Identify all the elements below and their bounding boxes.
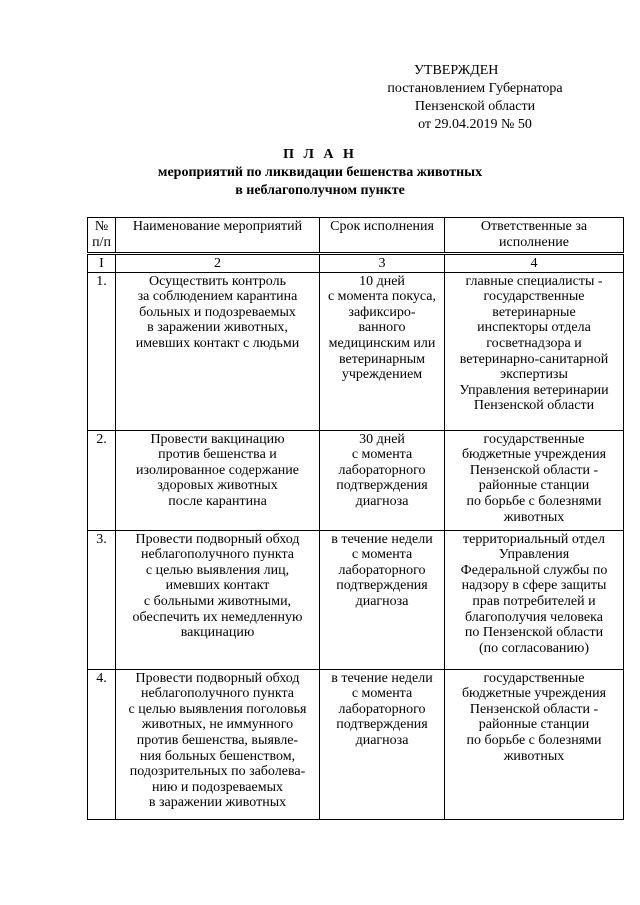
column-number: 4 xyxy=(445,254,624,273)
cell-line: Провести вакцинацию xyxy=(150,431,285,447)
cell-line: территориальный отдел xyxy=(463,531,605,547)
cell-line: Управления ветеринарии xyxy=(459,382,609,398)
plan-subtitle: мероприятий по ликвидации бешенства животных xyxy=(157,165,483,180)
cell-line: прав потребителей и xyxy=(472,593,596,609)
approval-line: постановлением Губернатора xyxy=(387,81,563,96)
approval-date: от 29.04.2019 № 50 xyxy=(418,117,532,132)
cell-line: бюджетные учреждения xyxy=(461,447,607,463)
cell-line: лабораторного xyxy=(338,701,426,717)
cell-line: обеспечить их немедленную xyxy=(132,609,303,625)
term-cell xyxy=(320,669,445,819)
cell-line: Осуществить контроль xyxy=(149,273,286,289)
cell-line: диагноза xyxy=(355,732,409,748)
header-text: исполнения xyxy=(363,219,434,234)
cell-line: Пензенской области xyxy=(473,398,595,414)
column-number: 2 xyxy=(116,254,320,273)
term-cell xyxy=(320,272,445,430)
cell-line: животных xyxy=(503,748,565,764)
cell-line: госветнадзора и xyxy=(486,335,582,351)
cell-line: бюджетные учреждения xyxy=(461,686,607,702)
cell-line: подтверждения xyxy=(336,578,428,594)
cell-line: ветеринарно-санитарной xyxy=(459,351,609,367)
cell-line: больных и подозреваемых xyxy=(139,304,296,320)
table-body xyxy=(88,272,624,819)
cell-line: подозрительных по заболева- xyxy=(129,764,306,780)
cell-line: подтверждения xyxy=(336,717,428,733)
cell-line: по борьбе с болезнями xyxy=(466,493,602,509)
cell-line: инспекторы отдела xyxy=(477,320,591,336)
cell-line: изолированное содержание xyxy=(136,462,299,478)
cell-line: вакцинацию xyxy=(180,625,255,641)
cell-line: Управления xyxy=(498,547,570,563)
plan-heading: П Л А Н xyxy=(283,147,357,162)
cell-line: после карантина xyxy=(168,493,267,509)
header-term xyxy=(320,218,445,254)
cell-line: Пензенской области - xyxy=(469,701,599,717)
cell-line: с момента xyxy=(351,686,413,702)
table-row xyxy=(88,530,624,669)
cell-line: подтверждения xyxy=(336,478,428,494)
activity-cell xyxy=(116,430,320,530)
cell-line: лабораторного xyxy=(338,462,426,478)
cell-line: 30 дней xyxy=(359,431,405,447)
plan-subtitle: в неблагополучном пункте xyxy=(235,183,405,198)
table-header-row xyxy=(88,218,624,254)
responsible-cell xyxy=(445,430,624,530)
cell-line: по Пензенской области xyxy=(464,625,604,641)
cell-line: с целью выявления лиц, xyxy=(145,562,290,578)
header-num xyxy=(88,218,116,254)
cell-line: диагноза xyxy=(355,493,409,509)
cell-line: в заражении животных, xyxy=(147,320,288,336)
cell-line: имевших контакт xyxy=(165,578,270,594)
cell-line: 10 дней xyxy=(359,273,405,289)
row-number: 4. xyxy=(88,669,116,819)
cell-line: Федеральной службы по xyxy=(460,562,608,578)
cell-line: имевших контакт с людьми xyxy=(135,335,300,351)
cell-line: против бешенства и xyxy=(158,447,277,463)
cell-line: здоровых животных xyxy=(157,478,278,494)
cell-line: ния больных бешенством, xyxy=(139,748,296,764)
cell-line: государственные xyxy=(483,670,585,686)
cell-line: животных xyxy=(503,509,565,525)
cell-line: с больными животными, xyxy=(143,593,292,609)
header-text: № xyxy=(94,219,109,234)
cell-line: экспертизы xyxy=(500,367,568,383)
cell-line: неблагополучного пункта xyxy=(141,686,294,702)
header-text: за исполнение xyxy=(499,219,588,250)
header-text: Ответственные xyxy=(480,219,572,234)
cell-line: против бешенства, выявле- xyxy=(136,732,299,748)
cell-line: лабораторного xyxy=(338,562,426,578)
table-row xyxy=(88,430,624,530)
cell-line: с момента покуса, xyxy=(327,289,437,305)
cell-line: ванного xyxy=(358,320,406,336)
term-cell xyxy=(320,530,445,669)
cell-line: за соблюдением карантина xyxy=(137,289,298,305)
cell-line: (по согласованию) xyxy=(478,640,590,656)
cell-line: благополучия человека xyxy=(465,609,603,625)
header-responsible xyxy=(445,218,624,254)
plan-table xyxy=(87,217,624,820)
cell-line: надзору в сфере защиты xyxy=(461,578,607,594)
header-name xyxy=(116,218,320,254)
header-text: п/п xyxy=(92,234,111,250)
cell-line: в течение недели xyxy=(331,531,433,547)
cell-line: Провести подворный обход xyxy=(135,670,300,686)
cell-line: в течение недели xyxy=(331,670,433,686)
cell-line: неблагополучного пункта xyxy=(141,547,294,563)
row-number: 3. xyxy=(88,530,116,669)
cell-line: с момента xyxy=(351,547,413,563)
cell-line: Провести подворный обход xyxy=(135,531,300,547)
table-row xyxy=(88,669,624,819)
cell-line: районные станции xyxy=(478,717,590,733)
approval-line: Пензенской области xyxy=(414,99,536,114)
cell-line: в заражении животных xyxy=(148,795,287,811)
cell-line: ветеринарные xyxy=(492,304,576,320)
cell-line: главные специалисты - xyxy=(465,273,603,289)
cell-line: Пензенской области - xyxy=(469,462,599,478)
cell-line: с целью выявления поголовья xyxy=(128,701,307,717)
activity-cell xyxy=(116,530,320,669)
term-cell xyxy=(320,430,445,530)
row-number: 2. xyxy=(88,430,116,530)
cell-line: районные станции xyxy=(478,478,590,494)
cell-line: с момента xyxy=(351,447,413,463)
cell-line: животных, не иммунного xyxy=(141,717,294,733)
approval-block xyxy=(340,62,610,134)
approval-heading: УТВЕРЖДЕН xyxy=(414,63,499,78)
header-text: Наименование мероприятий xyxy=(132,219,303,234)
responsible-cell xyxy=(445,272,624,430)
column-number: I xyxy=(88,254,116,273)
cell-line: нию и подозреваемых xyxy=(151,779,283,795)
cell-line: учреждением xyxy=(341,367,423,383)
activity-cell xyxy=(116,272,320,430)
cell-line: зафиксиро- xyxy=(348,304,416,320)
plan-title xyxy=(0,146,640,200)
responsible-cell xyxy=(445,530,624,669)
cell-line: по борьбе с болезнями xyxy=(466,732,602,748)
header-text: Срок xyxy=(330,219,361,234)
column-numbers-row xyxy=(88,254,624,273)
responsible-cell xyxy=(445,669,624,819)
cell-line: медицинским или xyxy=(328,335,436,351)
row-number: 1. xyxy=(88,272,116,430)
column-number: 3 xyxy=(320,254,445,273)
cell-line: государственные xyxy=(483,289,585,305)
activity-cell xyxy=(116,669,320,819)
cell-line: государственные xyxy=(483,431,585,447)
table-row xyxy=(88,272,624,430)
cell-line: диагноза xyxy=(355,593,409,609)
cell-line: ветеринарным xyxy=(338,351,426,367)
